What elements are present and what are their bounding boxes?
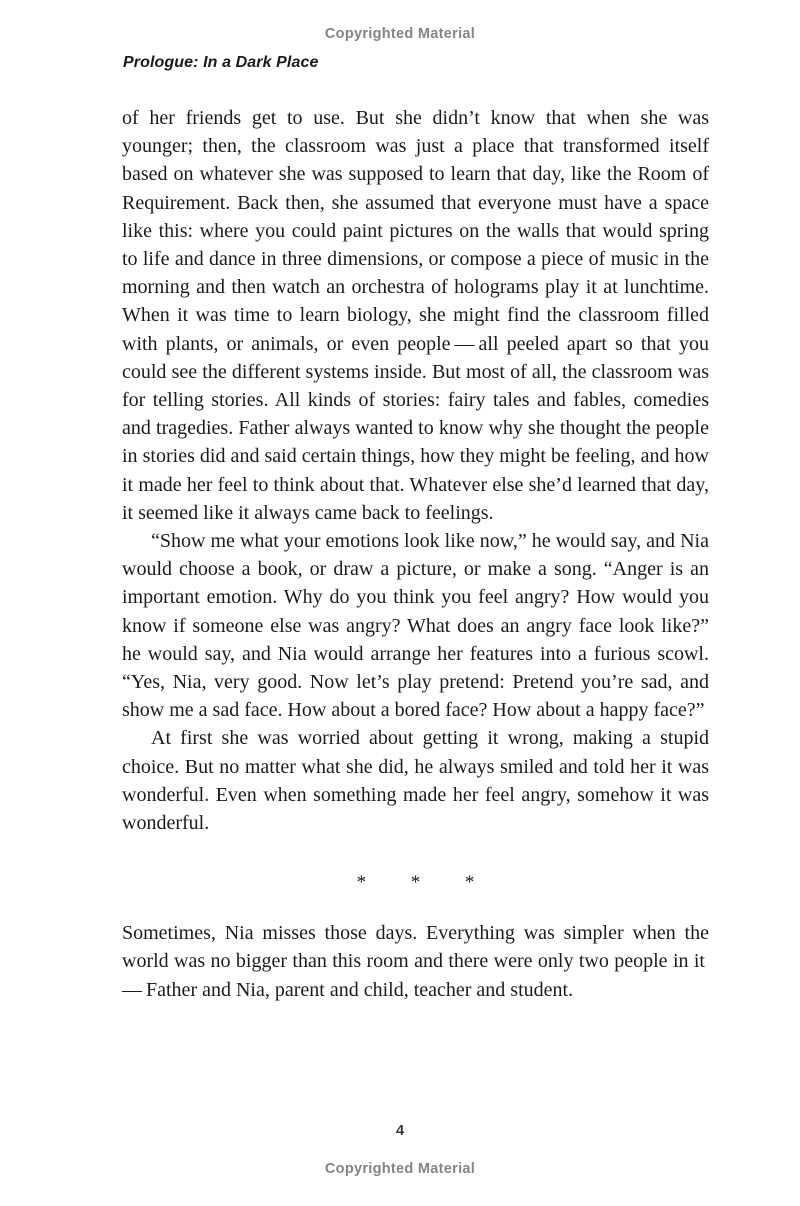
body-text — [122, 104, 709, 1004]
section-break: * * * — [356, 872, 475, 894]
paragraph: Sometimes, Nia misses those days. Everything was simpler when the world was no bigger than this room and there were only two people in it — Father and Nia, parent and child, teacher and student. — [122, 922, 709, 1001]
running-header: Prologue: In a Dark Place — [123, 54, 319, 71]
copyright-notice-bottom: Copyrighted Material — [324, 1161, 476, 1177]
copyright-notice-top: Copyrighted Material — [324, 26, 476, 42]
page-number: 4 — [395, 1122, 405, 1139]
paragraph: of her friends get to use. But she didn’t know that when she was younger; then, the classroom was just a place that transformed itself based on whatever she was supposed to learn that day, like the Room of Requirement. Back then, she assumed that everyone must have a space like this: where you could paint pictures on the walls that would spring to life and dance in three dimensions, or compose a piece of music in the morning and then watch an orchestra of holograms play it at lunchtime. When it was time to learn biology, she might find the classroom filled with plants, or animals, or even people — all peeled apart so that you could see the different systems inside. But most of all, the classroom was for telling stories. All kinds of stories: fairy tales and fables, comedies and tragedies. Father always wanted to know why she thought the people in stories did and said certain things, how they might be feeling, and how it made her feel to think about that. Whatever else she’d learned that day, it seemed like it always came back to feelings. — [122, 107, 709, 524]
paragraph: At first she was worried about getting it wrong, making a stupid choice. But no matter what she did, he always smiled and told her it was wonderful. Even when something made her feel angry, somehow it was wonderful. — [122, 727, 709, 835]
paragraph: “Show me what your emotions look like now,” he would say, and Nia would choose a book, or draw a picture, or make a song. “Anger is an important emotion. Why do you think you feel angry? How would you know if someone else was angry? What does an angry face look like?” he would say, and Nia would arrange her features into a furious scowl. “Yes, Nia, very good. Now let’s play pretend: Pretend you’re sad, and show me a sad face. How about a bored face? How about a happy face?” — [122, 530, 709, 722]
